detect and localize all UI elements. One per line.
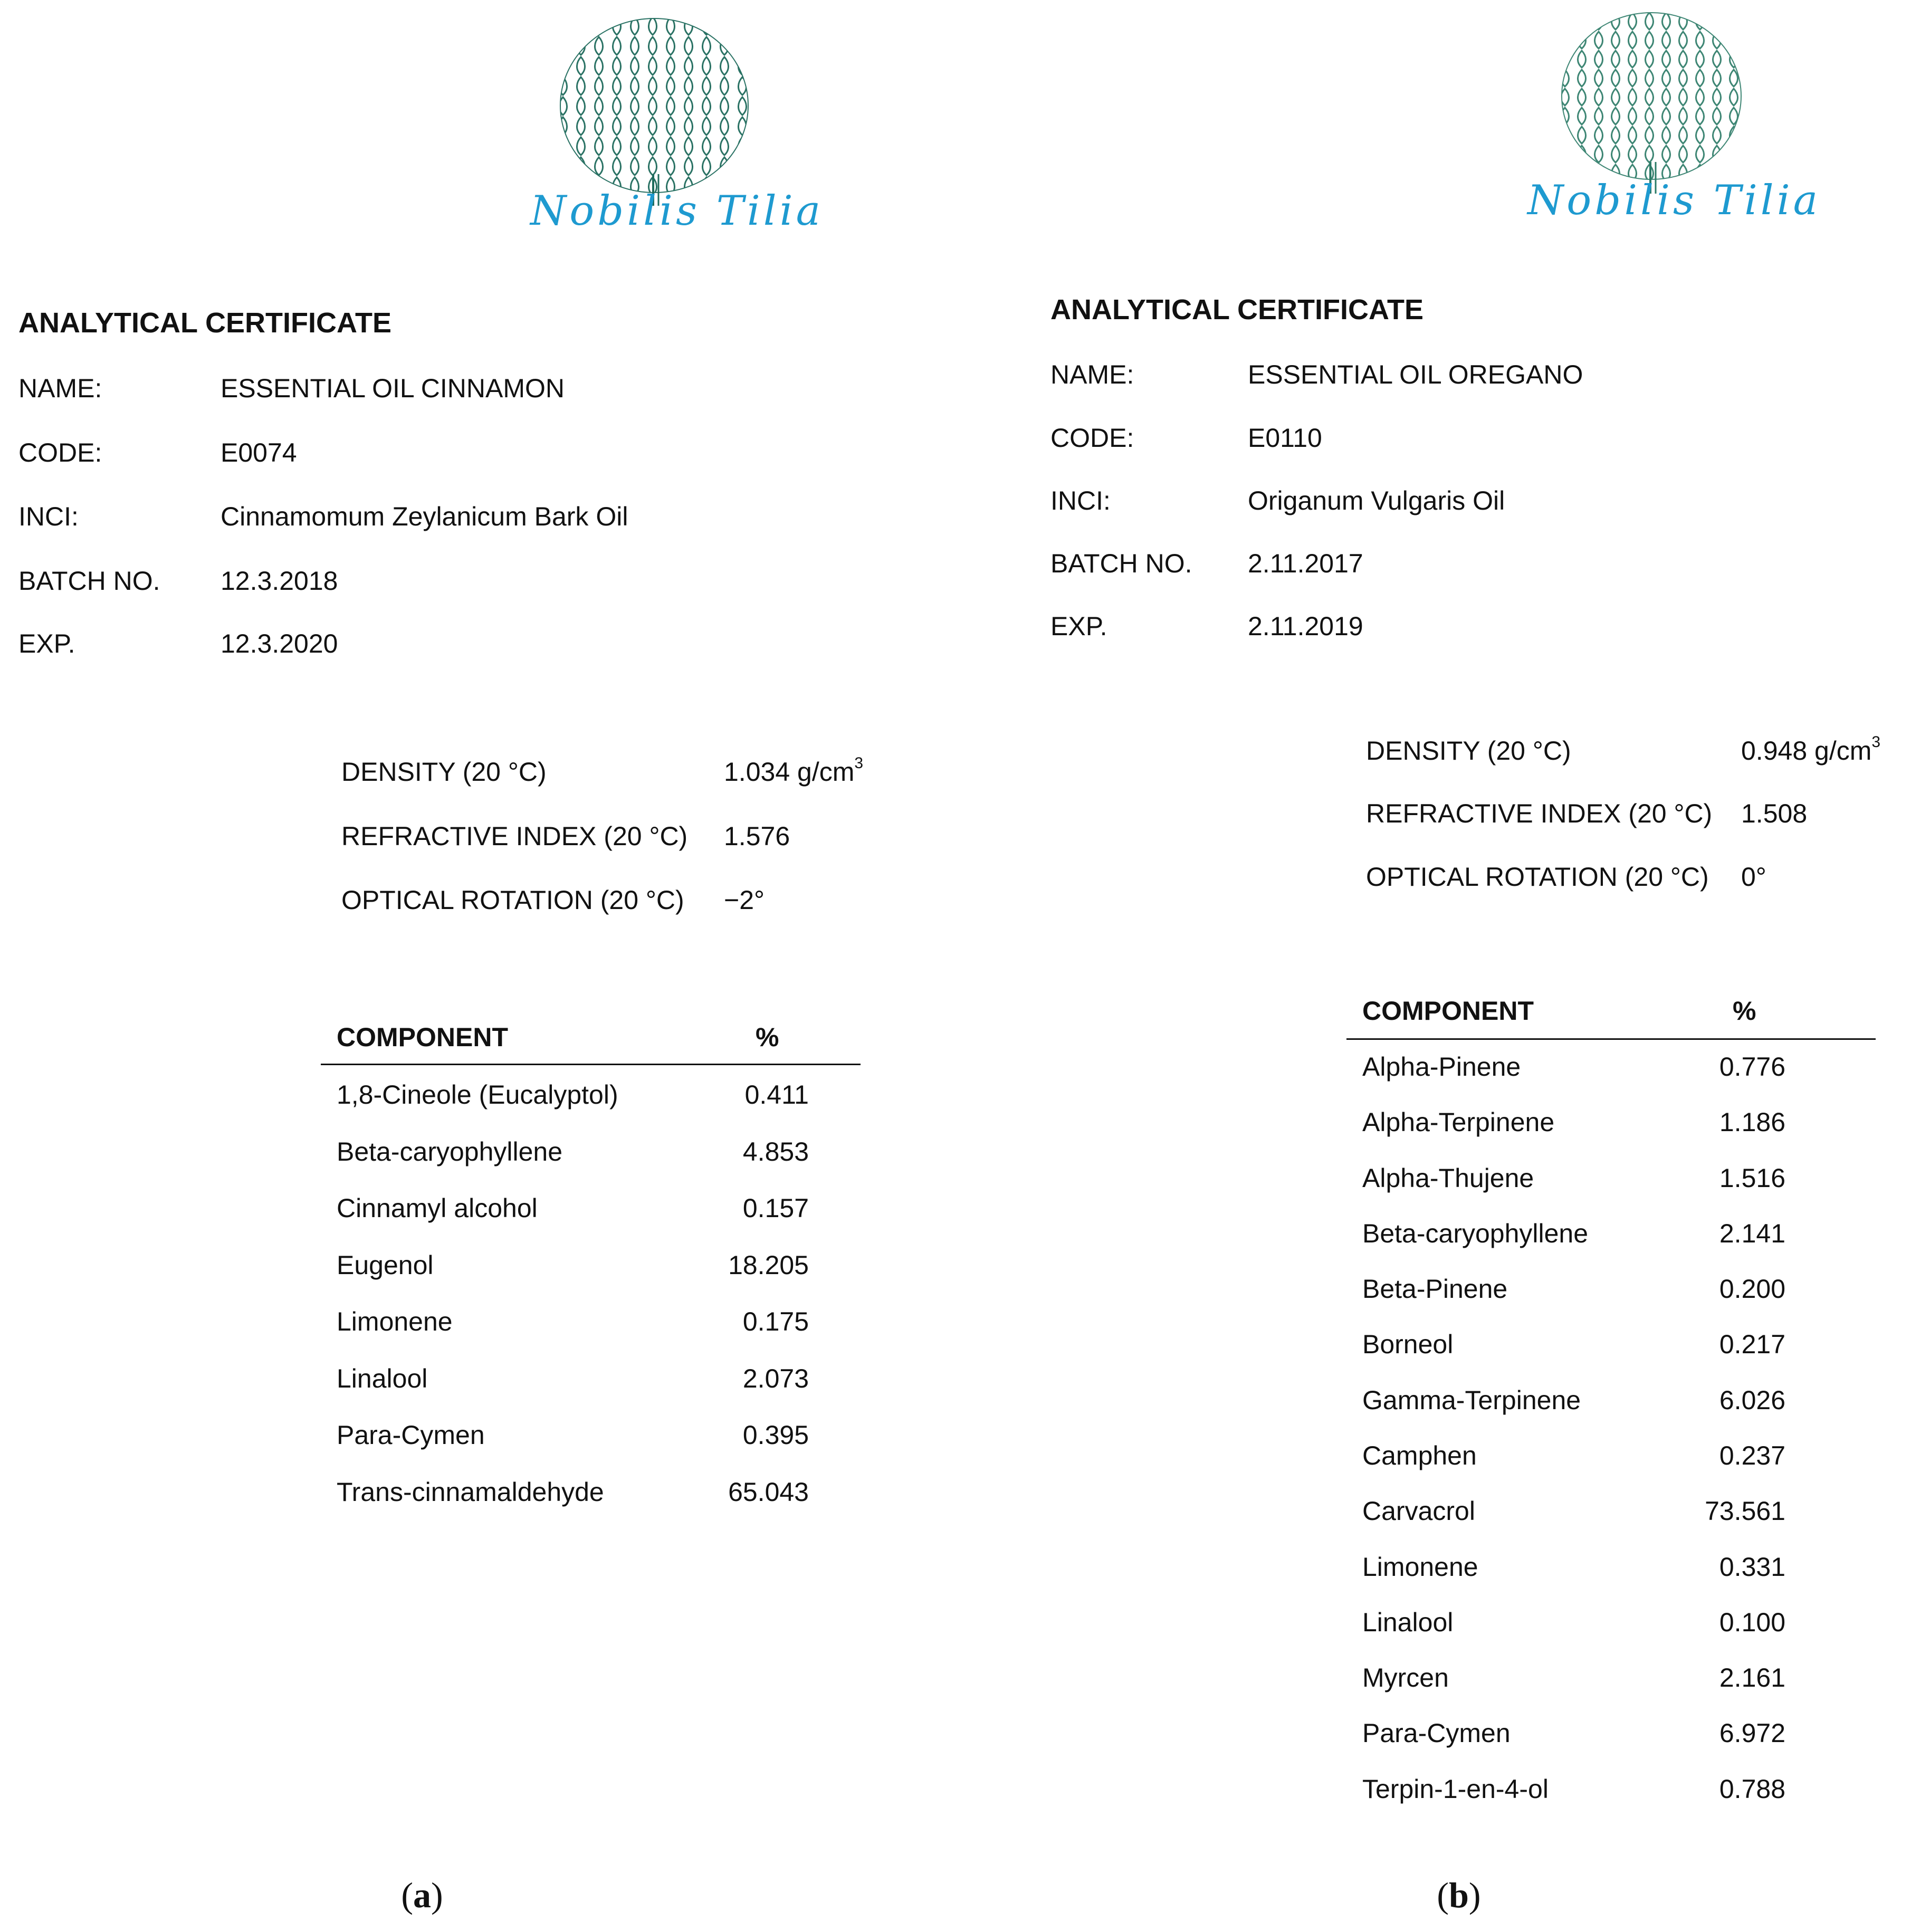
field-value-exp: 12.3.2020 — [221, 629, 338, 658]
component-name: Borneol — [1362, 1330, 1454, 1359]
property-value-density — [1741, 733, 1881, 766]
field-value-exp: 2.11.2019 — [1248, 611, 1363, 641]
component-name: Myrcen — [1362, 1663, 1449, 1692]
field-label-name: NAME: — [18, 374, 102, 403]
property-label-optical-rotation: OPTICAL ROTATION (20 °C) — [1366, 862, 1709, 892]
component-name: Limonene — [337, 1307, 453, 1336]
field-value-batch: 12.3.2018 — [221, 566, 338, 596]
component-percent: 0.776 — [1719, 1052, 1785, 1082]
field-label-inci: INCI: — [1050, 486, 1111, 515]
tree-logo-icon — [1556, 12, 1746, 194]
field-value-name: ESSENTIAL OIL OREGANO — [1248, 360, 1583, 389]
field-label-code: CODE: — [18, 438, 102, 467]
component-name: Eugenol — [337, 1250, 434, 1280]
component-name: Alpha-Pinene — [1362, 1052, 1521, 1082]
component-percent: 0.237 — [1719, 1441, 1785, 1470]
component-percent: 0.217 — [1719, 1330, 1785, 1359]
density-unit-exponent: 3 — [1871, 733, 1881, 751]
property-label-refractive-index: REFRACTIVE INDEX (20 °C) — [1366, 799, 1713, 828]
component-name: Gamma-Terpinene — [1362, 1385, 1581, 1415]
property-value-optical-rotation: −2° — [724, 885, 765, 915]
component-name: Alpha-Thujene — [1362, 1163, 1534, 1193]
field-value-batch: 2.11.2017 — [1248, 549, 1363, 578]
component-name: Linalool — [1362, 1608, 1454, 1637]
property-label-density: DENSITY (20 °C) — [341, 757, 547, 787]
certificate-title: ANALYTICAL CERTIFICATE — [1050, 294, 1424, 326]
brand-logo — [554, 16, 754, 206]
field-label-exp: EXP. — [18, 629, 75, 658]
component-percent: 0.200 — [1719, 1274, 1785, 1304]
component-percent: 0.175 — [742, 1307, 809, 1336]
property-label-refractive-index: REFRACTIVE INDEX (20 °C) — [341, 821, 688, 851]
component-percent: 0.100 — [1719, 1608, 1785, 1637]
field-value-inci: Origanum Vulgaris Oil — [1248, 486, 1505, 515]
field-label-name: NAME: — [1050, 360, 1134, 389]
column-header-percent: % — [1733, 996, 1756, 1026]
caption-letter: a — [413, 1875, 431, 1915]
property-label-optical-rotation: OPTICAL ROTATION (20 °C) — [341, 885, 684, 915]
component-percent: 2.141 — [1719, 1219, 1785, 1248]
column-header-component: COMPONENT — [1362, 996, 1534, 1026]
panel-caption-b: (b) — [1437, 1875, 1481, 1915]
field-value-code: E0074 — [221, 438, 297, 467]
component-percent: 0.157 — [742, 1193, 809, 1223]
header-divider — [321, 1064, 861, 1065]
density-value: 0.948 g/cm — [1741, 736, 1872, 766]
density-unit-exponent: 3 — [854, 754, 864, 772]
brand-logo-text: Nobilis Tilia — [1527, 177, 1821, 224]
field-value-inci: Cinnamomum Zeylanicum Bark Oil — [221, 502, 628, 531]
component-name: Linalool — [337, 1364, 428, 1393]
component-name: Beta-Pinene — [1362, 1274, 1508, 1304]
field-label-code: CODE: — [1050, 423, 1134, 453]
component-name: Limonene — [1362, 1552, 1478, 1582]
component-percent: 0.788 — [1719, 1774, 1785, 1804]
column-header-percent: % — [756, 1022, 779, 1052]
field-label-batch: BATCH NO. — [18, 566, 160, 596]
brand-logo-text: Nobilis Tilia — [530, 187, 824, 235]
header-divider — [1346, 1038, 1876, 1040]
component-name: Alpha-Terpinene — [1362, 1107, 1555, 1137]
component-percent: 0.411 — [744, 1080, 809, 1110]
component-percent: 6.972 — [1719, 1718, 1785, 1748]
component-name: Carvacrol — [1362, 1496, 1475, 1526]
column-header-component: COMPONENT — [337, 1022, 508, 1052]
field-label-inci: INCI: — [18, 502, 79, 531]
component-name: Para-Cymen — [1362, 1718, 1511, 1748]
component-percent: 1.186 — [1719, 1107, 1785, 1137]
panel-caption-a: (a) — [401, 1875, 443, 1915]
certificate-title: ANALYTICAL CERTIFICATE — [18, 307, 392, 339]
component-percent: 4.853 — [742, 1137, 809, 1166]
component-name: Beta-caryophyllene — [1362, 1219, 1589, 1248]
component-name: 1,8-Cineole (Eucalyptol) — [337, 1080, 618, 1110]
component-name: Cinnamyl alcohol — [337, 1193, 538, 1223]
brand-logo — [1556, 12, 1746, 194]
property-value-density — [724, 754, 864, 787]
component-name: Camphen — [1362, 1441, 1477, 1470]
component-percent: 2.073 — [742, 1364, 809, 1393]
component-percent: 0.331 — [1719, 1552, 1785, 1582]
component-percent: 1.516 — [1719, 1163, 1785, 1193]
density-value: 1.034 g/cm — [724, 757, 855, 787]
component-percent: 65.043 — [728, 1477, 809, 1507]
property-label-density: DENSITY (20 °C) — [1366, 736, 1571, 766]
caption-letter: b — [1449, 1875, 1469, 1915]
field-label-exp: EXP. — [1050, 611, 1107, 641]
field-value-code: E0110 — [1248, 423, 1322, 453]
field-value-name: ESSENTIAL OIL CINNAMON — [221, 374, 565, 403]
component-percent: 2.161 — [1719, 1663, 1785, 1692]
component-percent: 0.395 — [742, 1420, 809, 1450]
component-name: Para-Cymen — [337, 1420, 485, 1450]
tree-logo-icon — [554, 16, 754, 206]
component-percent: 6.026 — [1719, 1385, 1785, 1415]
component-name: Beta-caryophyllene — [337, 1137, 563, 1166]
component-name: Trans-cinnamaldehyde — [337, 1477, 604, 1507]
field-label-batch: BATCH NO. — [1050, 549, 1192, 578]
property-value-refractive-index: 1.576 — [724, 821, 790, 851]
property-value-refractive-index: 1.508 — [1741, 799, 1808, 828]
property-value-optical-rotation: 0° — [1741, 862, 1766, 892]
component-name: Terpin-1-en-4-ol — [1362, 1774, 1549, 1804]
component-percent: 18.205 — [728, 1250, 809, 1280]
component-percent: 73.561 — [1705, 1496, 1785, 1526]
